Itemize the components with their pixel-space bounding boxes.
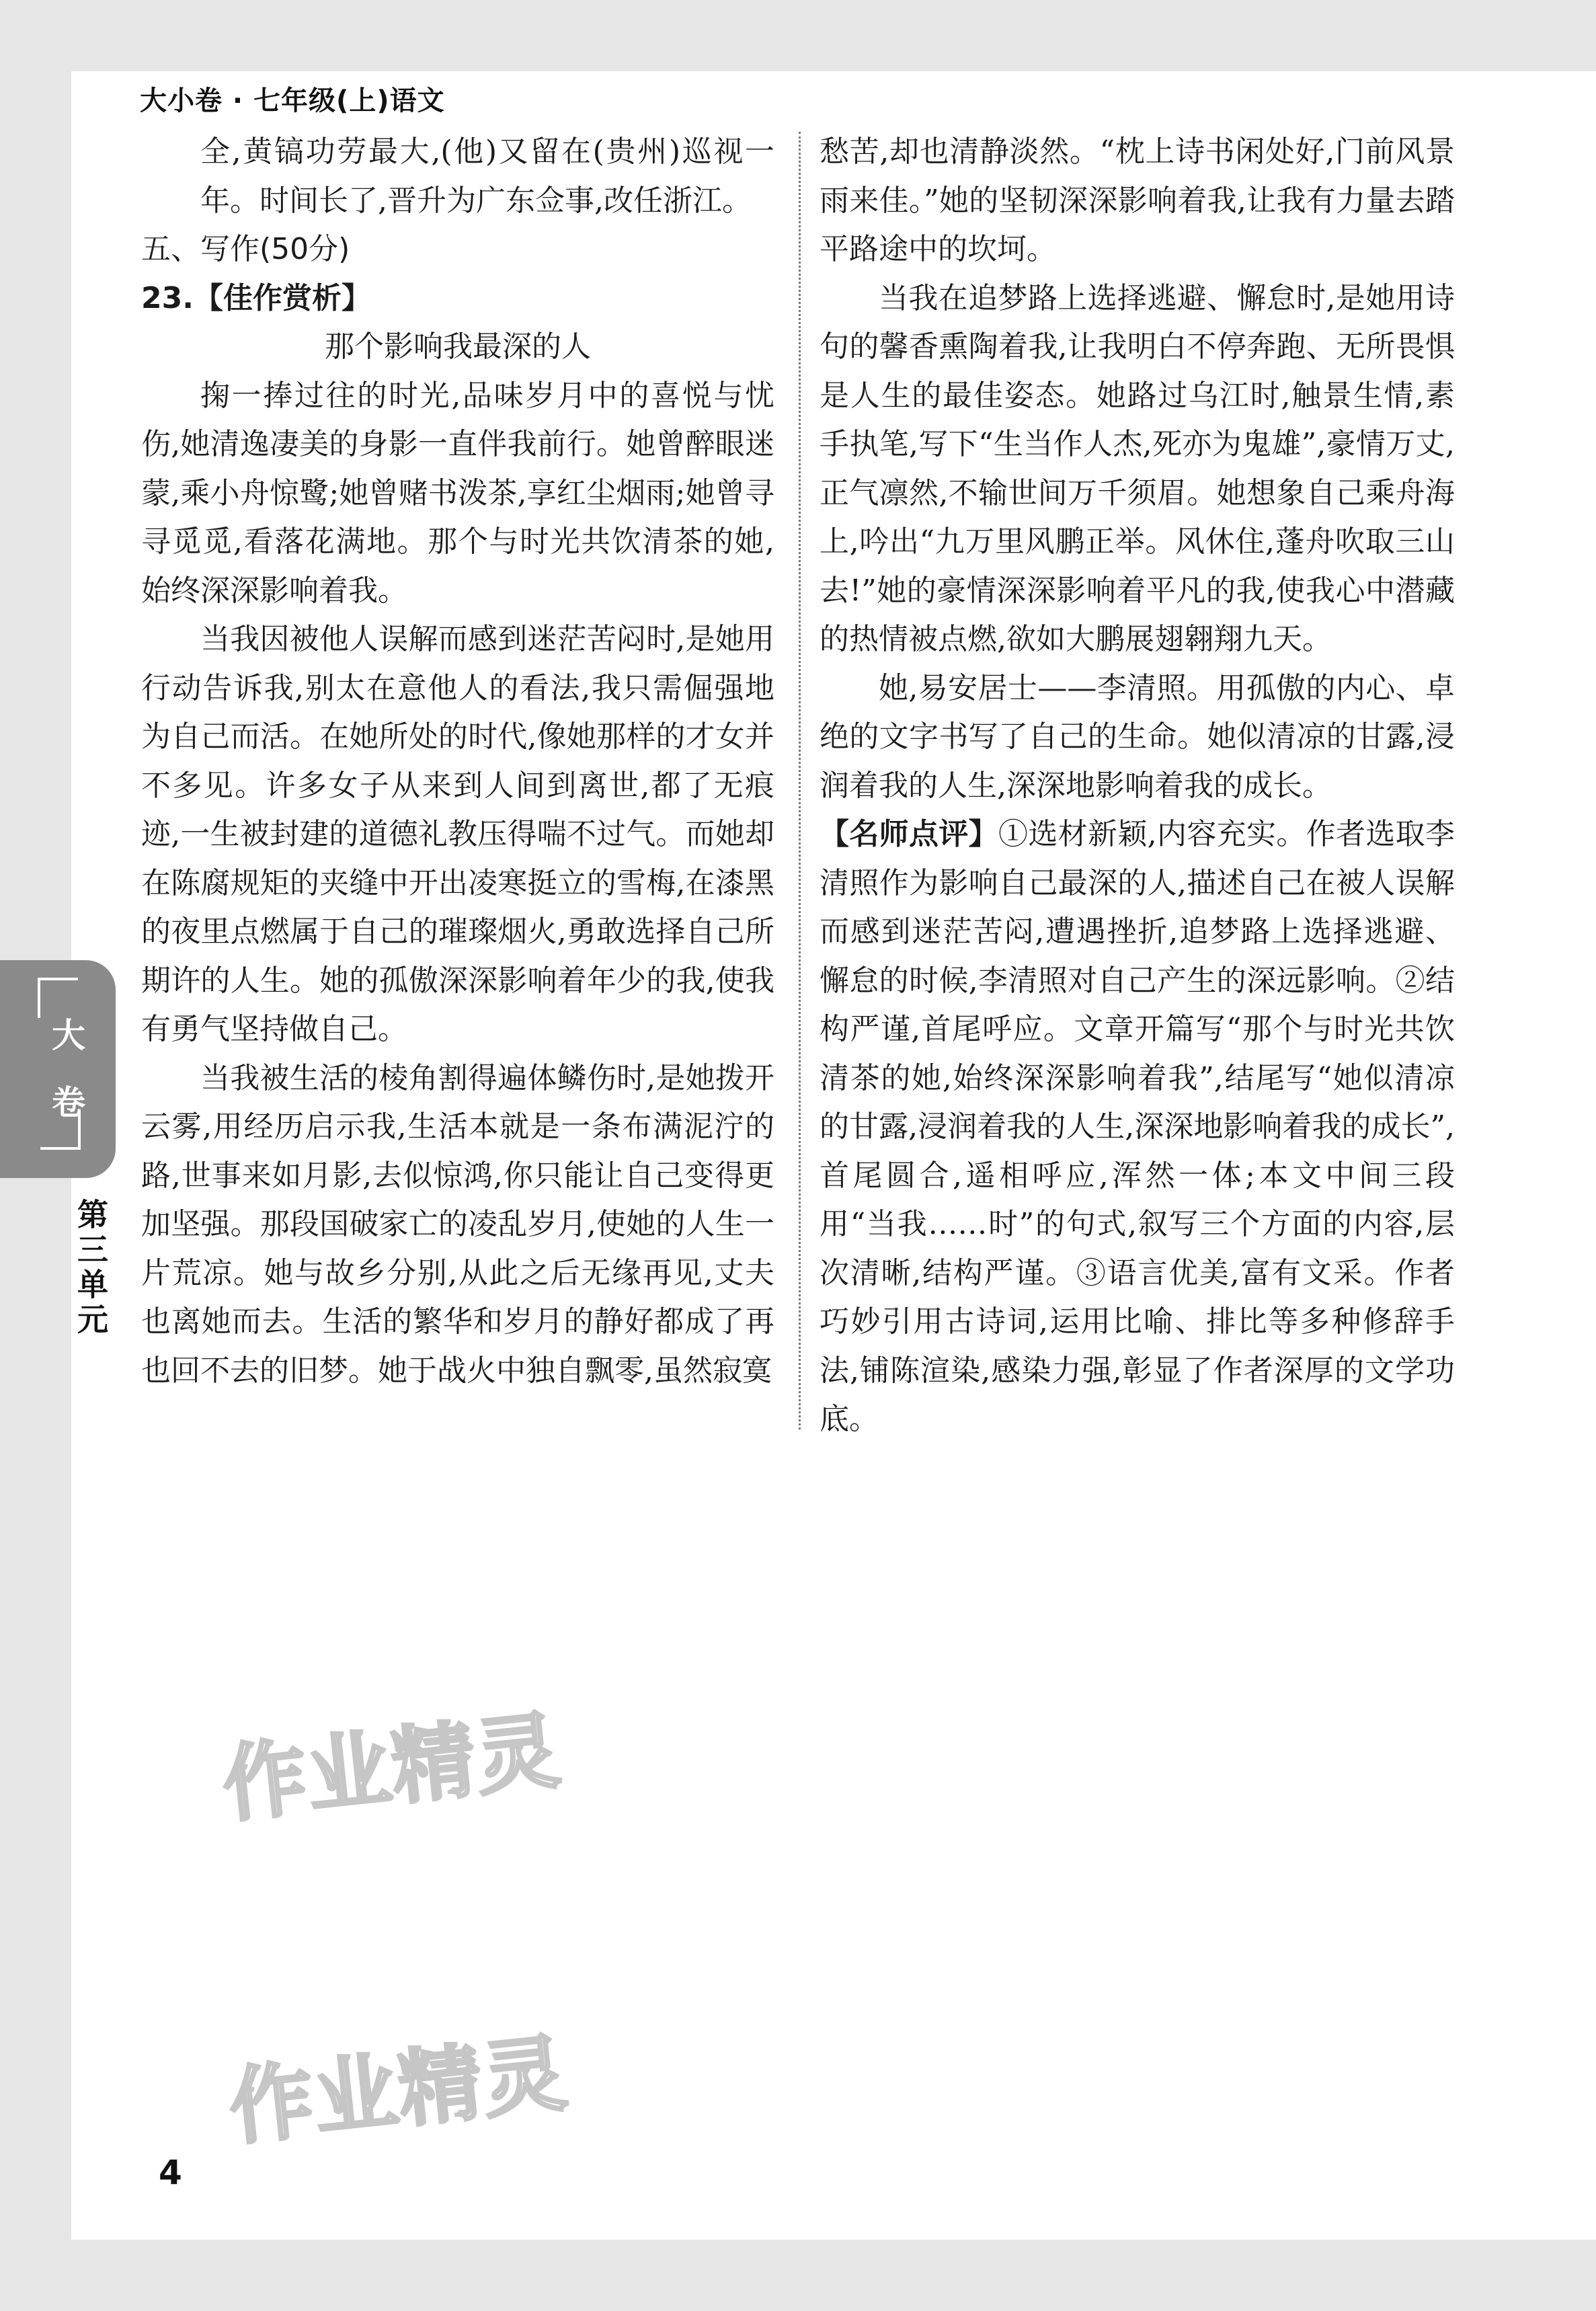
essay-paragraph: 她,易安居士——李清照。用孤傲的内心、卓绝的文字书写了自己的生命。她似清凉的甘露,浸润着我的人生,深深地影响着我的成长。 [820,670,1455,803]
section-heading: 五、写作(50分) [141,232,350,266]
essay-paragraph: 当我被生活的棱角割得遍体鳞伤时,是她拨开云雾,用经历启示我,生活本就是一条布满泥泞的路,世事来如月影,去似惊鸿,你只能让自己变得更加坚强。那段国破家亡的凌乱岁月,使她的人生一片荒凉。她与故乡分别,从此之后无缘再见,丈夫也离她而去。生活的繁华和岁月的静好都成了再也回不去的旧梦。她于战火中独自飘零,虽然寂寞 [141,1060,774,1388]
comment-label: 【名师点评】 [820,817,998,851]
essay-title: 那个影响我最深的人 [325,329,591,364]
unit-label: 第三单元 [73,1198,109,1338]
essay-paragraph: 愁苦,却也清静淡然。“枕上诗书闲处好,门前风景雨来佳。”她的坚韧深深影响着我,让我有力量去踏平路途中的坎坷。 [820,134,1455,266]
comment-text: ①选材新颖,内容充实。作者选取李清照作为影响自己最深的人,描述自己在被人误解而感到迷茫苦闷,遭遇挫折,追梦路上选择逃避、懈怠的时候,李清照对自己产生的深远影响。②结构严谨,首尾呼应。文章开篇写“那个与时光共饮清茶的她,始终深深影响着我”,结尾写“她似清凉的甘露,浸润着我的人生,深深地影响着我的成长”,首尾圆合,遥相呼应,浑然一体;本文中间三段用“当我……时”的句式,叙写三个方面的内容,层次清晰,结构严谨。③语言优美,富有文采。作者巧妙引用古诗词,运用比喻、排比等多种修辞手法,铺陈渲染,感染力强,彰显了作者深厚的文学功底。 [820,817,1455,1436]
teacher-comment [820,810,1455,1444]
translation-paragraph: 全,黄镐功劳最大,(他)又留在(贵州)巡视一年。时间长了,晋升为广东佥事,改任浙江。 [200,134,774,218]
watermark-text: 作业精灵 [218,1702,566,1834]
side-tab-char: 大 [52,1016,85,1055]
right-column [820,128,1455,1444]
question-label: 23.【佳作赏析】 [141,280,371,315]
page-header: 大小卷 · 七年级(上)语文 [140,85,445,116]
essay-paragraph: 当我因被他人误解而感到迷茫苦闷时,是她用行动告诉我,别太在意他人的看法,我只需倔强地为自己而活。在她所处的时代,像她那样的才女并不多见。许多女子从来到人间到离世,都了无痕迹,一生被封建的道德礼教压得喘不过气。而她却在陈腐规矩的夹缝中开出凌寒挺立的雪梅,在漆黑的夜里点燃属于自己的璀璨烟火,勇敢选择自己所期许的人生。她的孤傲深深影响着年少的我,使我有勇气坚持做自己。 [141,622,775,1046]
watermark-text: 作业精灵 [225,2025,573,2157]
essay-paragraph: 掬一捧过往的时光,品味岁月中的喜悦与忧伤,她清逸凄美的身影一直伴我前行。她曾醉眼迷蒙,乘小舟惊鹭;她曾赌书泼茶,享红尘烟雨;她曾寻寻觅觅,看落花满地。那个与时光共饮清茶的她,始终深深影响着我。 [141,378,774,608]
left-column [141,128,774,1395]
page-number: 4 [159,2153,182,2192]
column-divider [799,132,801,1429]
side-tab-char: 卷 [52,1083,85,1122]
essay-paragraph: 当我在追梦路上选择逃避、懈怠时,是她用诗句的馨香熏陶着我,让我明白不停奔跑、无所畏惧是人生的最佳姿态。她路过乌江时,触景生情,素手执笔,写下“生当作人杰,死亦为鬼雄”,豪情万丈,正气凛然,不输世间万千须眉。她想象自己乘舟海上,吟出“九万里风鹏正举。风休住,蓬舟吹取三山去!”她的豪情深深影响着平凡的我,使我心中潜藏的热情被点燃,欲如大鹏展翅翱翔九天。 [820,280,1455,656]
